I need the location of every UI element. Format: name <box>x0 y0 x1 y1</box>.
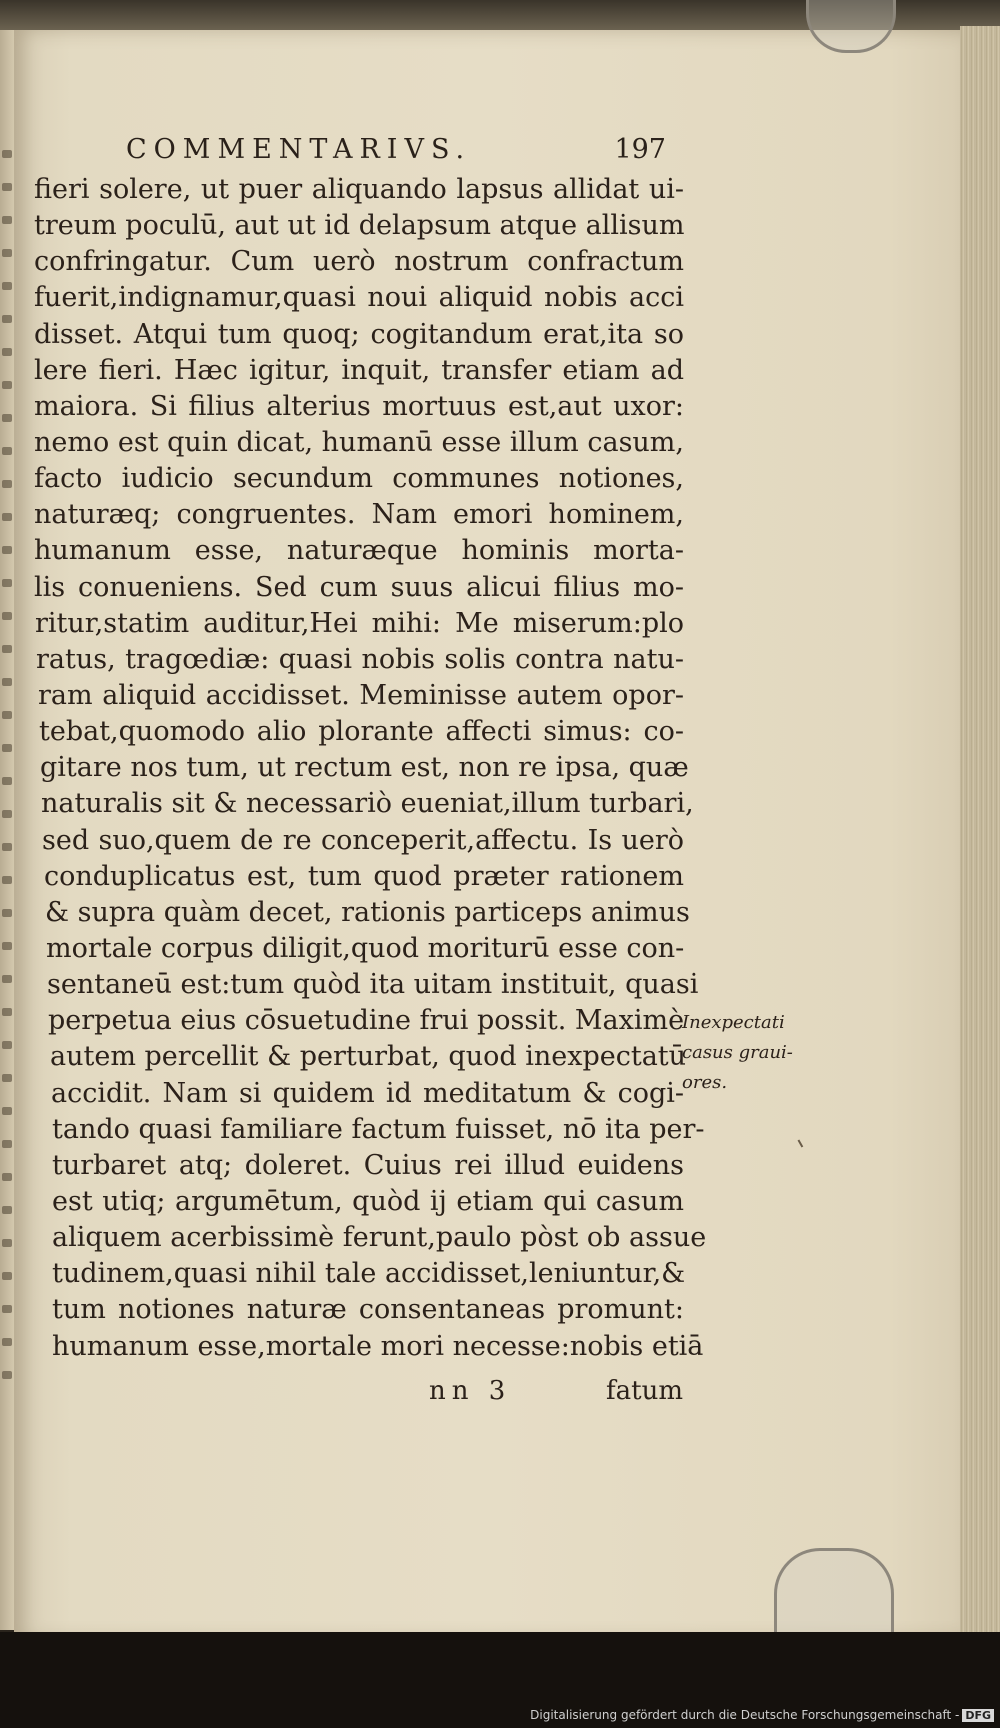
left-page-glyph <box>2 579 12 587</box>
text-line: lis conueniens. Sed cum suus alicui filius mo- <box>34 571 684 603</box>
text-line: turbaret atq; doleret. Cuius rei illud euidens <box>52 1149 684 1181</box>
left-page-glyph <box>2 777 12 785</box>
text-line: lere fieri. Hæc igitur, inquit, transfer etiam ad <box>34 354 684 386</box>
left-page-glyph <box>2 249 12 257</box>
text-line: humanum esse,mortale mori necesse:nobis etiā <box>52 1330 704 1362</box>
catchword: fatum <box>606 1376 683 1406</box>
credit-text: Digitalisierung gefördert durch die Deutsche Forschungsgemeinschaft - <box>530 1708 960 1722</box>
left-page-glyph <box>2 513 12 521</box>
left-page-glyph <box>2 1074 12 1082</box>
ink-mark <box>798 1137 809 1148</box>
left-page-glyph <box>2 480 12 488</box>
left-page-glyph <box>2 1107 12 1115</box>
text-line: tum notiones naturæ consentaneas promunt: <box>52 1294 684 1326</box>
margin-note-line: Inexpectati <box>682 1012 785 1033</box>
left-page-glyph <box>2 843 12 851</box>
text-line: sentaneū est:tum quòd ita uitam instituit, quasi <box>47 969 699 1001</box>
left-page-glyph <box>2 711 12 719</box>
text-line: perpetua eius cōsuetudine frui possit. Maximè <box>48 1005 685 1037</box>
text-line: nemo est quin dicat, humanū esse illum casum, <box>34 426 684 458</box>
text-line: tebat,quomodo alio plorante affecti simus: co- <box>39 716 684 748</box>
left-page-glyph <box>2 1206 12 1214</box>
left-page-glyph <box>2 678 12 686</box>
text-line: ritur,statim auditur,Hei mihi: Me miserum:plo <box>35 607 684 639</box>
text-line: accidit. Nam si quidem id meditatum & cogi- <box>51 1077 684 1109</box>
catch-line <box>429 1376 683 1408</box>
left-page-glyph <box>2 975 12 983</box>
bottom-clip <box>774 1548 894 1641</box>
signature-mark: nn 3 <box>429 1376 512 1406</box>
left-page-glyph <box>2 1140 12 1148</box>
dfg-logo: DFG <box>962 1709 994 1722</box>
text-line: confringatur. Cum uerò nostrum confractum <box>34 246 684 278</box>
left-page-glyph <box>2 744 12 752</box>
text-line: disset. Atqui tum quoq; cogitandum erat,ita so <box>34 318 684 350</box>
text-line: tudinem,quasi nihil tale accidisset,leniuntur,& <box>52 1258 686 1290</box>
text-line: facto iudicio secundum communes notiones, <box>34 463 684 495</box>
margin-note-line: casus graui- <box>682 1042 793 1063</box>
left-page-glyph <box>2 282 12 290</box>
left-page-glyph <box>2 1008 12 1016</box>
text-line: fieri solere, ut puer aliquando lapsus allidat ui- <box>34 174 684 205</box>
text-line: gitare nos tum, ut rectum est, non re ipsa, quæ <box>40 752 689 784</box>
left-page-glyph <box>2 1173 12 1181</box>
left-page-glyph <box>2 1041 12 1049</box>
text-line: tando quasi familiare factum fuisset, nō ita per- <box>52 1113 705 1145</box>
left-page-glyph <box>2 414 12 422</box>
text-line: conduplicatus est, tum quod præter rationem <box>44 860 684 892</box>
left-page-glyph <box>2 909 12 917</box>
text-line: aliquem acerbissimè ferunt,paulo pòst ob assue <box>52 1222 707 1254</box>
left-page-glyph <box>2 810 12 818</box>
left-page-glyph <box>2 546 12 554</box>
text-line: naturalis sit & necessariò eueniat,illum turbari, <box>41 788 694 820</box>
text-line: autem percellit & perturbat, quod inexpectatū <box>50 1041 687 1073</box>
left-page-glyph <box>2 183 12 191</box>
digitization-credit <box>530 1708 994 1722</box>
left-page-glyph <box>2 1272 12 1280</box>
left-page-glyph <box>2 315 12 323</box>
text-line: naturæq; congruentes. Nam emori hominem, <box>34 499 684 531</box>
text-line: mortale corpus diligit,quod moriturū esse con- <box>46 932 685 964</box>
left-page-glyph <box>2 942 12 950</box>
text-line: maiora. Si filius alterius mortuus est,aut uxor: <box>34 390 684 422</box>
margin-note <box>682 1008 817 1098</box>
text-line: humanum esse, naturæque hominis morta- <box>34 535 684 567</box>
left-page-glyph <box>2 381 12 389</box>
running-head-title: COMMENTARIVS. <box>126 134 472 165</box>
margin-note-line: ores. <box>682 1072 728 1093</box>
left-page-glyph <box>2 348 12 356</box>
text-line: treum poculū, aut ut id delapsum atque allisum <box>34 210 685 242</box>
left-page-glyph <box>2 1305 12 1313</box>
running-head <box>126 134 666 168</box>
left-page-glyph <box>2 447 12 455</box>
text-line: ratus, tragœdiæ: quasi nobis solis contra natu- <box>36 643 684 675</box>
text-line: sed suo,quem de re conceperit,affectu. Is uerò <box>42 824 684 856</box>
left-page-glyph <box>2 612 12 620</box>
page-number: 197 <box>614 134 666 165</box>
left-page-glyph <box>2 1239 12 1247</box>
text-line: fuerit,indignamur,quasi noui aliquid nobis acci <box>34 282 684 314</box>
text-line: est utiq; argumētum, quòd ij etiam qui casum <box>52 1185 684 1217</box>
left-page-glyph <box>2 150 12 158</box>
left-page-glyph <box>2 1371 12 1379</box>
book-page <box>14 30 964 1640</box>
text-line: ram aliquid accidisset. Meminisse autem opor- <box>38 679 684 711</box>
left-page-glyph <box>2 1338 12 1346</box>
text-line: & supra quàm decet, rationis particeps animus <box>45 896 690 928</box>
page-block-edges <box>960 26 1000 1638</box>
left-page-glyph <box>2 216 12 224</box>
left-page-glyph <box>2 876 12 884</box>
left-page-glyph <box>2 645 12 653</box>
